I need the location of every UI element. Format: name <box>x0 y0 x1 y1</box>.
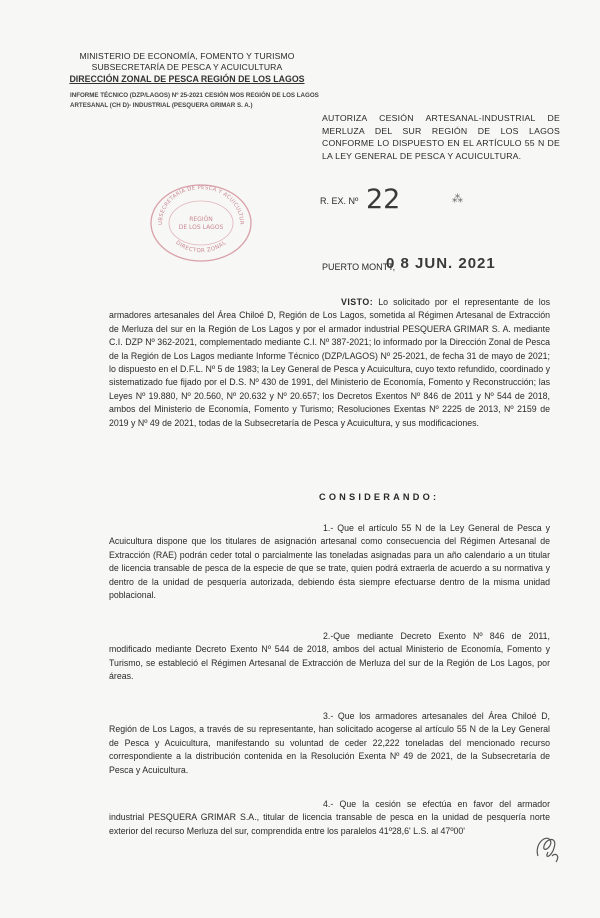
considerando-heading: CONSIDERANDO: <box>319 492 440 502</box>
visto-keyword: VISTO: <box>341 297 374 307</box>
considerando-3: 3.- Que los armadores artesanales del Área Chiloé D, Región de Los Lagos, a través de su representante, han solicitado acogerse al artículo 55 N de la Ley General de Pesca y Acuicultura, manifestando su voluntad de ceder 22,222 toneladas del mencionado recurso correspondiente a la distribución contenida en la Resolución Exenta Nº 49 de 2021, de la Subsecretaría de Pesca y Acuicultura. <box>109 711 550 775</box>
official-stamp <box>148 183 254 263</box>
svg-text:DIRECTOR ZONAL <box>174 239 228 254</box>
visto-paragraph <box>109 296 550 430</box>
stamp-bottom-text: DIRECTOR ZONAL <box>174 239 228 255</box>
signature-initials-icon <box>532 826 562 866</box>
stamp-seal-icon <box>148 183 254 263</box>
rex-number: 22 <box>366 184 401 215</box>
informe-reference: INFORME TÉCNICO (DZP/LAGOS) Nº 25-2021 CESIÓN MOS REGIÓN DE LOS LAGOS ARTESANAL (CH D)- INDUSTRIAL (PESQUERA GRIMAR S. A.) <box>70 92 319 109</box>
subsecretaria-line: SUBSECRETARÍA DE PESCA Y ACUICULTURA <box>91 62 283 72</box>
date-stamp: 0 8 JUN. 2021 <box>386 255 496 272</box>
rex-label: R. EX. Nº <box>320 196 359 206</box>
stamp-center-1: REGIÓN <box>189 216 213 223</box>
visto-text: Lo solicitado por el representante de los armadores artesanales del Área Chiloé D, Región de Los Lagos, sometida al Régimen Artesanal de Extracción de Merluza del sur en la Región de Los Lagos y por el armador industrial PESQUERA GRIMAR S. A. mediante C.I. DZP Nº 362-2021, complementado mediante C.I. Nº 387-2021; lo informado por la Dirección Zonal de Pesca de la Región de Los Lagos mediante Informe Técnico (DZP/LAGOS) Nº 25-2021, de fecha 31 de mayo de 2021; lo dispuesto en el D.F.L. Nº 5 de 1983; la Ley General de Pesca y Acuicultura, cuyo texto refundido, coordinado y sistematizado fue fijado por el D.S. Nº 430 de 1991, del Ministerio de Economía, Fomento y Reconstrucción; las Leyes Nº 19.880, Nº 20.560, Nº 20.632 y Nº 20.657; los Decretos Exentos Nº 846 de 2011 y Nº 544 de 2018, ambos del Ministerio de Economía, Fomento y Turismo; Resoluciones Exentas Nº 2225 de 2013, Nº 2159 de 2019 y Nº 49 de 2021, todas de la Subsecretaría de Pesca y Acuicultura, y sus modificaciones. <box>109 297 550 428</box>
considerando-4: 4.- Que la cesión se efectúa en favor del armador industrial PESQUERA GRIMAR S.A., titular de licencia transable de pesca en la unidad de pesquería norte exterior del recurso Merluza del sur, comprendida entre los paralelos 41º28,6' L.S. al 47º00' <box>109 799 550 836</box>
resolution-subject: AUTORIZA CESIÓN ARTESANAL-INDUSTRIAL DE MERLUZA DEL SUR REGIÓN DE LOS LAGOS CONFORME LO DISPUESTO EN EL ARTÍCULO 55 N DE LA LEY GENERAL DE PESCA Y ACUICULTURA. <box>322 113 560 161</box>
stamp-center-2: DE LOS LAGOS <box>178 224 224 231</box>
ministerio-line: MINISTERIO DE ECONOMÍA, FOMENTO Y TURISMO <box>79 51 295 61</box>
letterhead <box>62 51 312 85</box>
stamp-top-text: UBSECRETARÍA DE PESCA Y ACUICULTUR <box>157 184 245 225</box>
considerando-1: 1.- Que el artículo 55 N de la Ley General de Pesca y Acuicultura dispone que los titulares de asignación artesanal como consecuencia del Régimen Artesanal de Extracción (RAE) podrán ceder total o parcialmente las toneladas asignadas para un año calendario a un titular de licencia transable de pesca de la especie de que se trate, quien podrá extraerla de acuerdo a su normativa y dentro de la unidad de pesquería autorizada, debiendo ésta siempre efectuarse dentro de la misma unidad poblacional. <box>109 523 550 601</box>
considerando-2: 2.-Que mediante Decreto Exento Nº 846 de 2011, modificado mediante Decreto Exento Nº 544 de 2018, ambos del actual Ministerio de Economía, Fomento y Turismo, se estableció el Régimen Artesanal de Extracción de Merluza del sur de la Región de Los Lagos, por áreas. <box>109 631 550 682</box>
direccion-line: DIRECCIÓN ZONAL DE PESCA REGIÓN DE LOS LAGOS <box>69 74 305 84</box>
stamp-mark: ⁂ <box>452 193 463 205</box>
place-label: PUERTO MONTT, <box>322 262 396 272</box>
